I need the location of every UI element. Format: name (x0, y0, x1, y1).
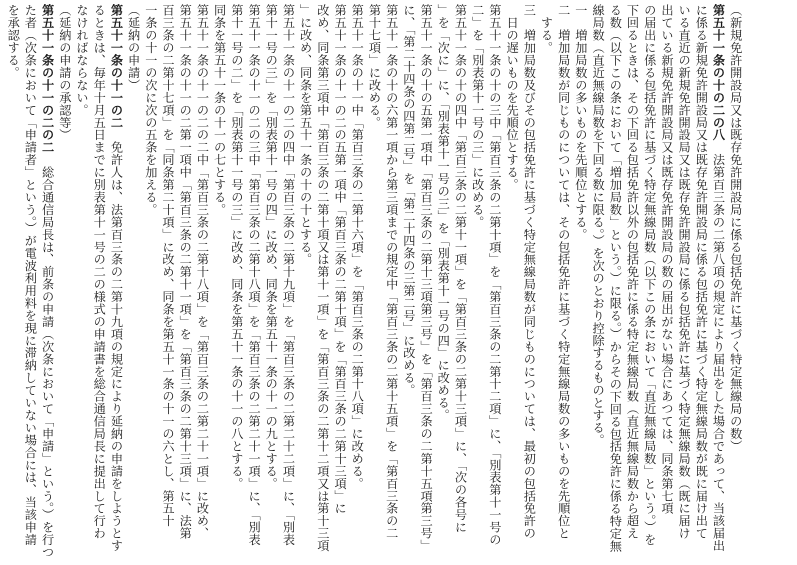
text-segment: 第五十一条の十の四中「第百三条の二第十一項」を「第百三条の二第十三項」に、「次の各号に (453, 4, 468, 534)
text-line (606, 4, 623, 552)
text-line (245, 4, 262, 552)
text-segment: る数（以下この条において「増加局数」という。）に限る。）からその下回る包括免許に係る特定無 (608, 4, 623, 553)
text-line (641, 4, 658, 552)
text-segment: する。 (539, 4, 554, 54)
text-segment: 第五十一条の十の六第一項から第三項までの規定中「第百三条の二第十五項」を「第百三条の二 (384, 4, 399, 540)
text-line (176, 4, 193, 552)
text-segment: 一 増加局数の多いものを先順位とする。 (573, 4, 588, 241)
text-segment: 総合通信局長は、前条の申請（次条において「申請」という。）を行つ (40, 153, 55, 559)
text-line (73, 4, 90, 552)
text-segment: 第十一号の三」を「別表第十一号の四」に改め、同条を第五十一条の十一の九とする。 (264, 4, 279, 490)
text-line (623, 4, 640, 552)
text-line (572, 4, 589, 552)
text-line (555, 4, 572, 552)
text-line (675, 4, 692, 552)
article-heading: 第五十一条の十一の二 (109, 4, 124, 129)
text-line (417, 4, 434, 552)
text-segment: 第五十一条の十の三中「第百三条の二第十項」を「第百三条の二第十二項」に、「別表第十一号の (487, 4, 502, 546)
text-segment: るときは、毎年十月五日までに別表第十一号の二の様式の申請書を総合通信局長に提出して行わ (92, 4, 107, 540)
text-segment: 改め、同条第三項中「第百三条の二第十項又は第十一項」を「第百三条の二第十二項又は第十三項 (315, 4, 330, 552)
text-segment: の届出に係る包括免許に基づく特定無線局数（以下この条において「直近無線局数」という。）を (642, 4, 657, 546)
article-heading: 第五十一条の十一の二の二 (40, 4, 55, 154)
text-segment: 第十七項」に改める。 (367, 4, 382, 129)
text-segment: 第五十一条の十一中「第百三条の二第十六項」を「第百三条の二第十八項」に改める。 (350, 4, 365, 490)
text-segment: 下回るときは、その下回る包括免許以外の包括免許に係る特定無線局数（直近無線局数から超え (625, 4, 640, 540)
text-line (4, 4, 21, 552)
text-segment: 三 増加局数及びその包括免許に基づく特定無線局数が同じものについては、最初の包括免許の (522, 4, 537, 540)
document-page (4, 4, 793, 561)
text-line (159, 4, 176, 552)
text-segment: 出ている新規免許開設局又は既存免許開設局の数の届出がない場合にあつては、同条第七項 (659, 4, 674, 515)
text-line (21, 4, 38, 552)
text-segment: 」に改め、同条を第五十一条の十の十とする。 (298, 4, 313, 266)
text-segment: （新規免許開設局又は既存免許開設局に係る包括免許に基づく特定無線局の数） (728, 4, 743, 453)
text-segment: 百三条の二第十七項」を「同条第二十項」に改め、同条を第五十一条の十一の六とし、第五十 (161, 4, 176, 527)
text-line (486, 4, 503, 552)
text-segment: いる直近の新規免許開設局又は既存免許開設局に係る包括免許に基づく特定無線局数（既に届け (677, 4, 692, 540)
text-segment: 第五十一条の十の五第一項中「第百三条の二第十三項第三号」を「第百三条の二第十五項第三号」 (419, 4, 434, 552)
text-line (262, 4, 279, 552)
text-line (468, 4, 485, 552)
text-segment: 」を「次に」に、「別表第十一号の三」を「別表第十一号の四」に改める。 (436, 4, 451, 422)
text-line (727, 4, 744, 552)
text-segment: 一条の十一の次に次の五条を加える。 (143, 4, 158, 216)
text-line (451, 4, 468, 552)
text-line (331, 4, 348, 552)
text-line (589, 4, 606, 552)
text-line (56, 4, 73, 552)
text-segment: 線局数（直近無線局数を下回る数に限る。）を次のとおり控除するものとする。 (591, 4, 606, 447)
text-segment: 日の遅いものを先順位とする。 (505, 4, 520, 191)
text-segment: 二」を「別表第十一号の三」に改める。 (470, 4, 485, 229)
text-segment: 二 増加局数が同じものについては、その包括免許に基づく特定無線局数の多いものを先順位と (556, 4, 571, 540)
text-line (210, 4, 227, 552)
text-line (348, 4, 365, 552)
text-line (503, 4, 520, 552)
text-line (193, 4, 210, 552)
text-line (400, 4, 417, 552)
text-segment: に係る新規免許開設局又は既存免許開設局に係る包括免許に基づく特定無線局数が既に届け出て (694, 4, 709, 540)
text-segment: 同条を第五十一条の十一の七とする。 (212, 4, 227, 216)
text-segment: 第五十一条の十一の二の二中「第百三条の二第十八項」を「第百三条の二第二十一項」に改め、 (195, 4, 210, 540)
article-heading: 第五十一条の十の二の八 (711, 4, 726, 141)
text-segment: 第五十一条の十一の二第一項中「第百三条の二第十一項」を「第百三条の二第十三項」に、法第 (178, 4, 193, 540)
text-segment: 第五十一条の十一の二の四中「第百三条の二第十九項」を「第百三条の二第二十二項」に、「別表 (281, 4, 296, 546)
text-line (709, 4, 726, 552)
text-line (434, 4, 451, 552)
text-segment: を承認する。 (6, 4, 21, 79)
text-segment: （延納の申請） (126, 4, 141, 92)
vertical-text-body (4, 4, 744, 559)
text-line (382, 4, 399, 552)
text-segment: 第五十一条の十一の二の五第一項中「第百三条の二第十項」を「第百三条の二第十三項」に (333, 4, 348, 515)
text-line (142, 4, 159, 552)
text-line (692, 4, 709, 552)
text-line (38, 4, 55, 559)
text-line (228, 4, 245, 552)
text-line (107, 4, 124, 552)
text-segment: 法第百三条の二第八項の規定により届出をした場合であって、当該届出 (711, 140, 726, 552)
text-segment: 第十一号の二」を「別表第十一号の三」に改め、同条を第五十一条の十一の八とする。 (229, 4, 244, 490)
text-line (279, 4, 296, 552)
text-line (90, 4, 107, 552)
text-line (124, 4, 141, 552)
text-line (296, 4, 313, 552)
text-line (520, 4, 537, 552)
text-segment: 免許人は、法第百三条の二第十九項の規定により延納の申請をしようとす (109, 128, 124, 552)
text-segment: なければならない。 (75, 4, 90, 117)
text-line (537, 4, 554, 552)
text-segment: 第五十一条の十一の二の三中「第百三条の二第十八項」を「第百三条の二第二十一項」に、「別表 (247, 4, 262, 546)
text-line (314, 4, 331, 552)
text-segment: （延納の申請の承認等） (57, 4, 72, 141)
text-line (365, 4, 382, 552)
text-segment: に、「第二十四条の四第二号」を「第二十四条の三第二号」に改める。 (401, 4, 416, 397)
text-line (658, 4, 675, 552)
text-segment: た者（次条において「申請者」という。）が電波利用料を現に滞納していない場合には、当該申請 (23, 4, 38, 546)
